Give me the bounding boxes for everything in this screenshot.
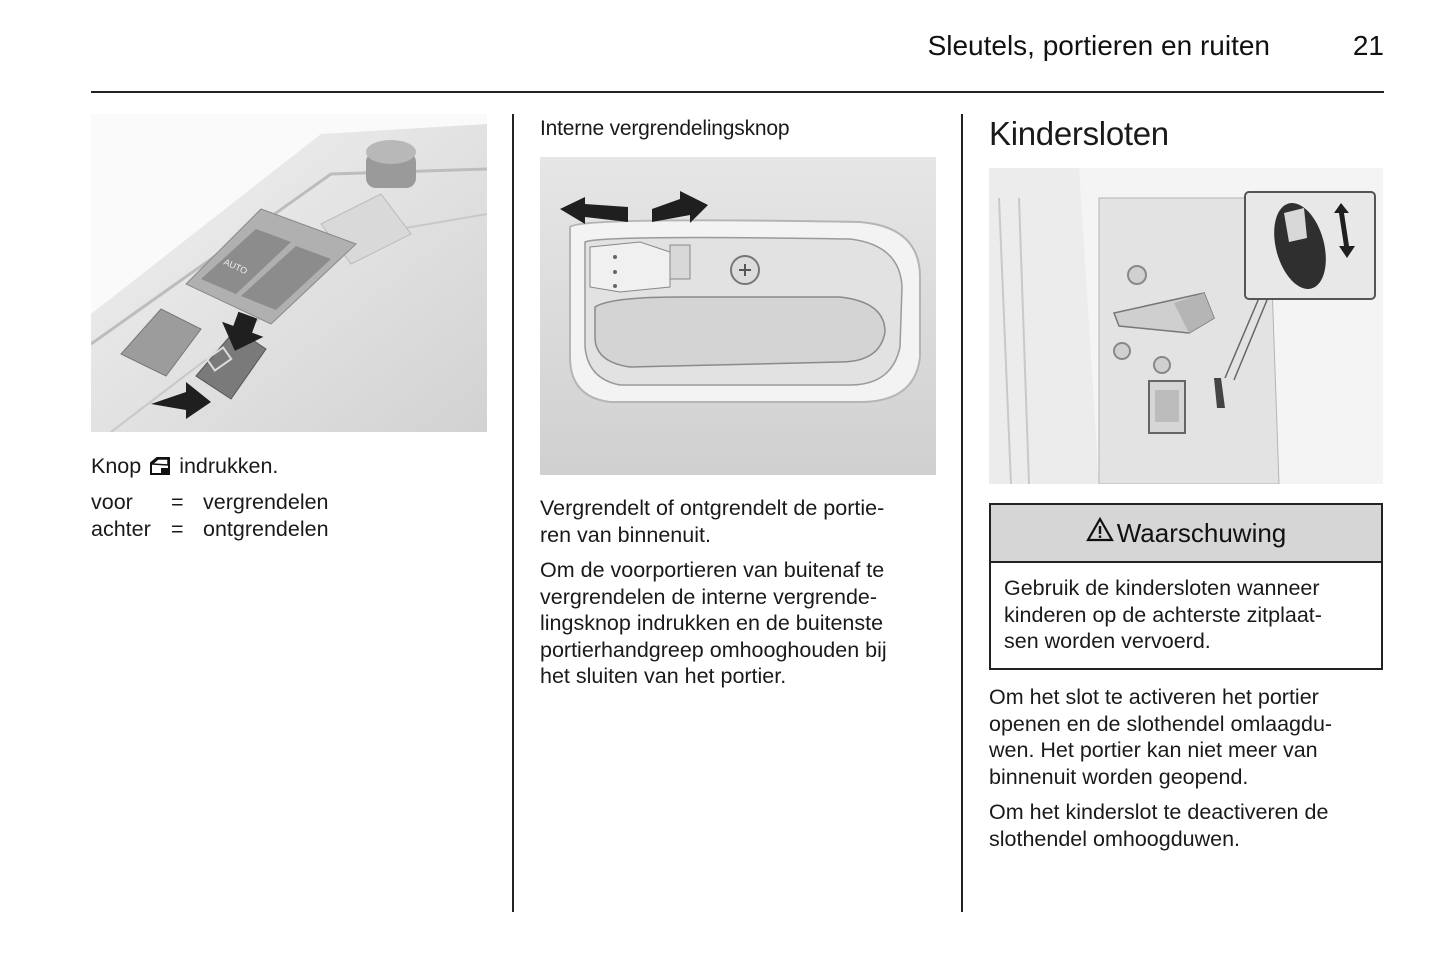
paragraph-line: openen en de slothendel omlaagdu- — [989, 711, 1333, 736]
caption-before: Knop — [91, 454, 142, 478]
definition-desc: vergrendelen — [203, 490, 329, 514]
warning-line: sen worden vervoerd. — [1004, 629, 1211, 653]
definition-equals: = — [171, 490, 184, 514]
definition-row — [91, 516, 329, 543]
warning-box — [989, 503, 1383, 670]
paragraph-line: het sluiten van het portier. — [540, 664, 787, 688]
paragraph — [540, 557, 887, 690]
section-label: Interne vergrendelingsknop — [540, 117, 790, 140]
section-heading: Kindersloten — [989, 115, 1169, 152]
caption-after: indrukken. — [179, 454, 279, 478]
paragraph — [540, 495, 884, 548]
lock-button-icon — [149, 455, 171, 483]
paragraph-line: Om het slot te activeren het portier — [989, 685, 1319, 709]
definition-row — [91, 489, 329, 516]
column-divider-1 — [512, 114, 514, 912]
definition-term: achter — [91, 516, 151, 541]
paragraph-line: ren van binnenuit. — [540, 522, 711, 547]
warning-header — [991, 505, 1381, 563]
paragraph — [989, 799, 1328, 852]
paragraph-line: slothendel omhoogduwen. — [989, 826, 1241, 851]
door-handle-figure — [540, 157, 936, 475]
paragraph-line: vergrendelen de interne vergrende- — [540, 584, 878, 609]
paragraph-line: Om de voorportieren van buitenaf te — [540, 558, 885, 582]
warning-title: Waarschuwing — [1116, 517, 1287, 548]
paragraph — [989, 684, 1332, 790]
door-switch-figure — [91, 114, 487, 432]
definition-list — [91, 489, 329, 542]
paragraph-line: wen. Het portier kan niet meer van — [989, 738, 1318, 762]
paragraph-line: Vergrendelt of ontgrendelt de portie- — [540, 496, 885, 520]
running-header-title: Sleutels, portieren en ruiten — [927, 30, 1270, 61]
definition-term: voor — [91, 490, 133, 514]
warning-body — [991, 563, 1381, 655]
paragraph-line: binnenuit worden geopend. — [989, 764, 1249, 789]
paragraph-line: portierhandgreep omhooghouden bij — [540, 637, 887, 662]
column-divider-2 — [961, 114, 963, 912]
figure-caption — [91, 452, 278, 483]
definition-equals: = — [171, 516, 184, 541]
warning-line: kinderen op de achterste zitplaat- — [1004, 602, 1322, 627]
page-number: 21 — [1352, 30, 1384, 61]
paragraph-line: lingsknop indrukken en de buitenste — [540, 611, 884, 635]
definition-desc: ontgrendelen — [203, 516, 329, 541]
header-rule — [91, 91, 1384, 93]
child-lock-figure — [989, 168, 1383, 484]
paragraph-line: Om het kinderslot te deactiveren de — [989, 800, 1329, 824]
warning-triangle-icon — [1086, 517, 1114, 549]
warning-line: Gebruik de kindersloten wanneer — [1004, 576, 1320, 600]
auto-label: AUTO — [222, 256, 249, 277]
